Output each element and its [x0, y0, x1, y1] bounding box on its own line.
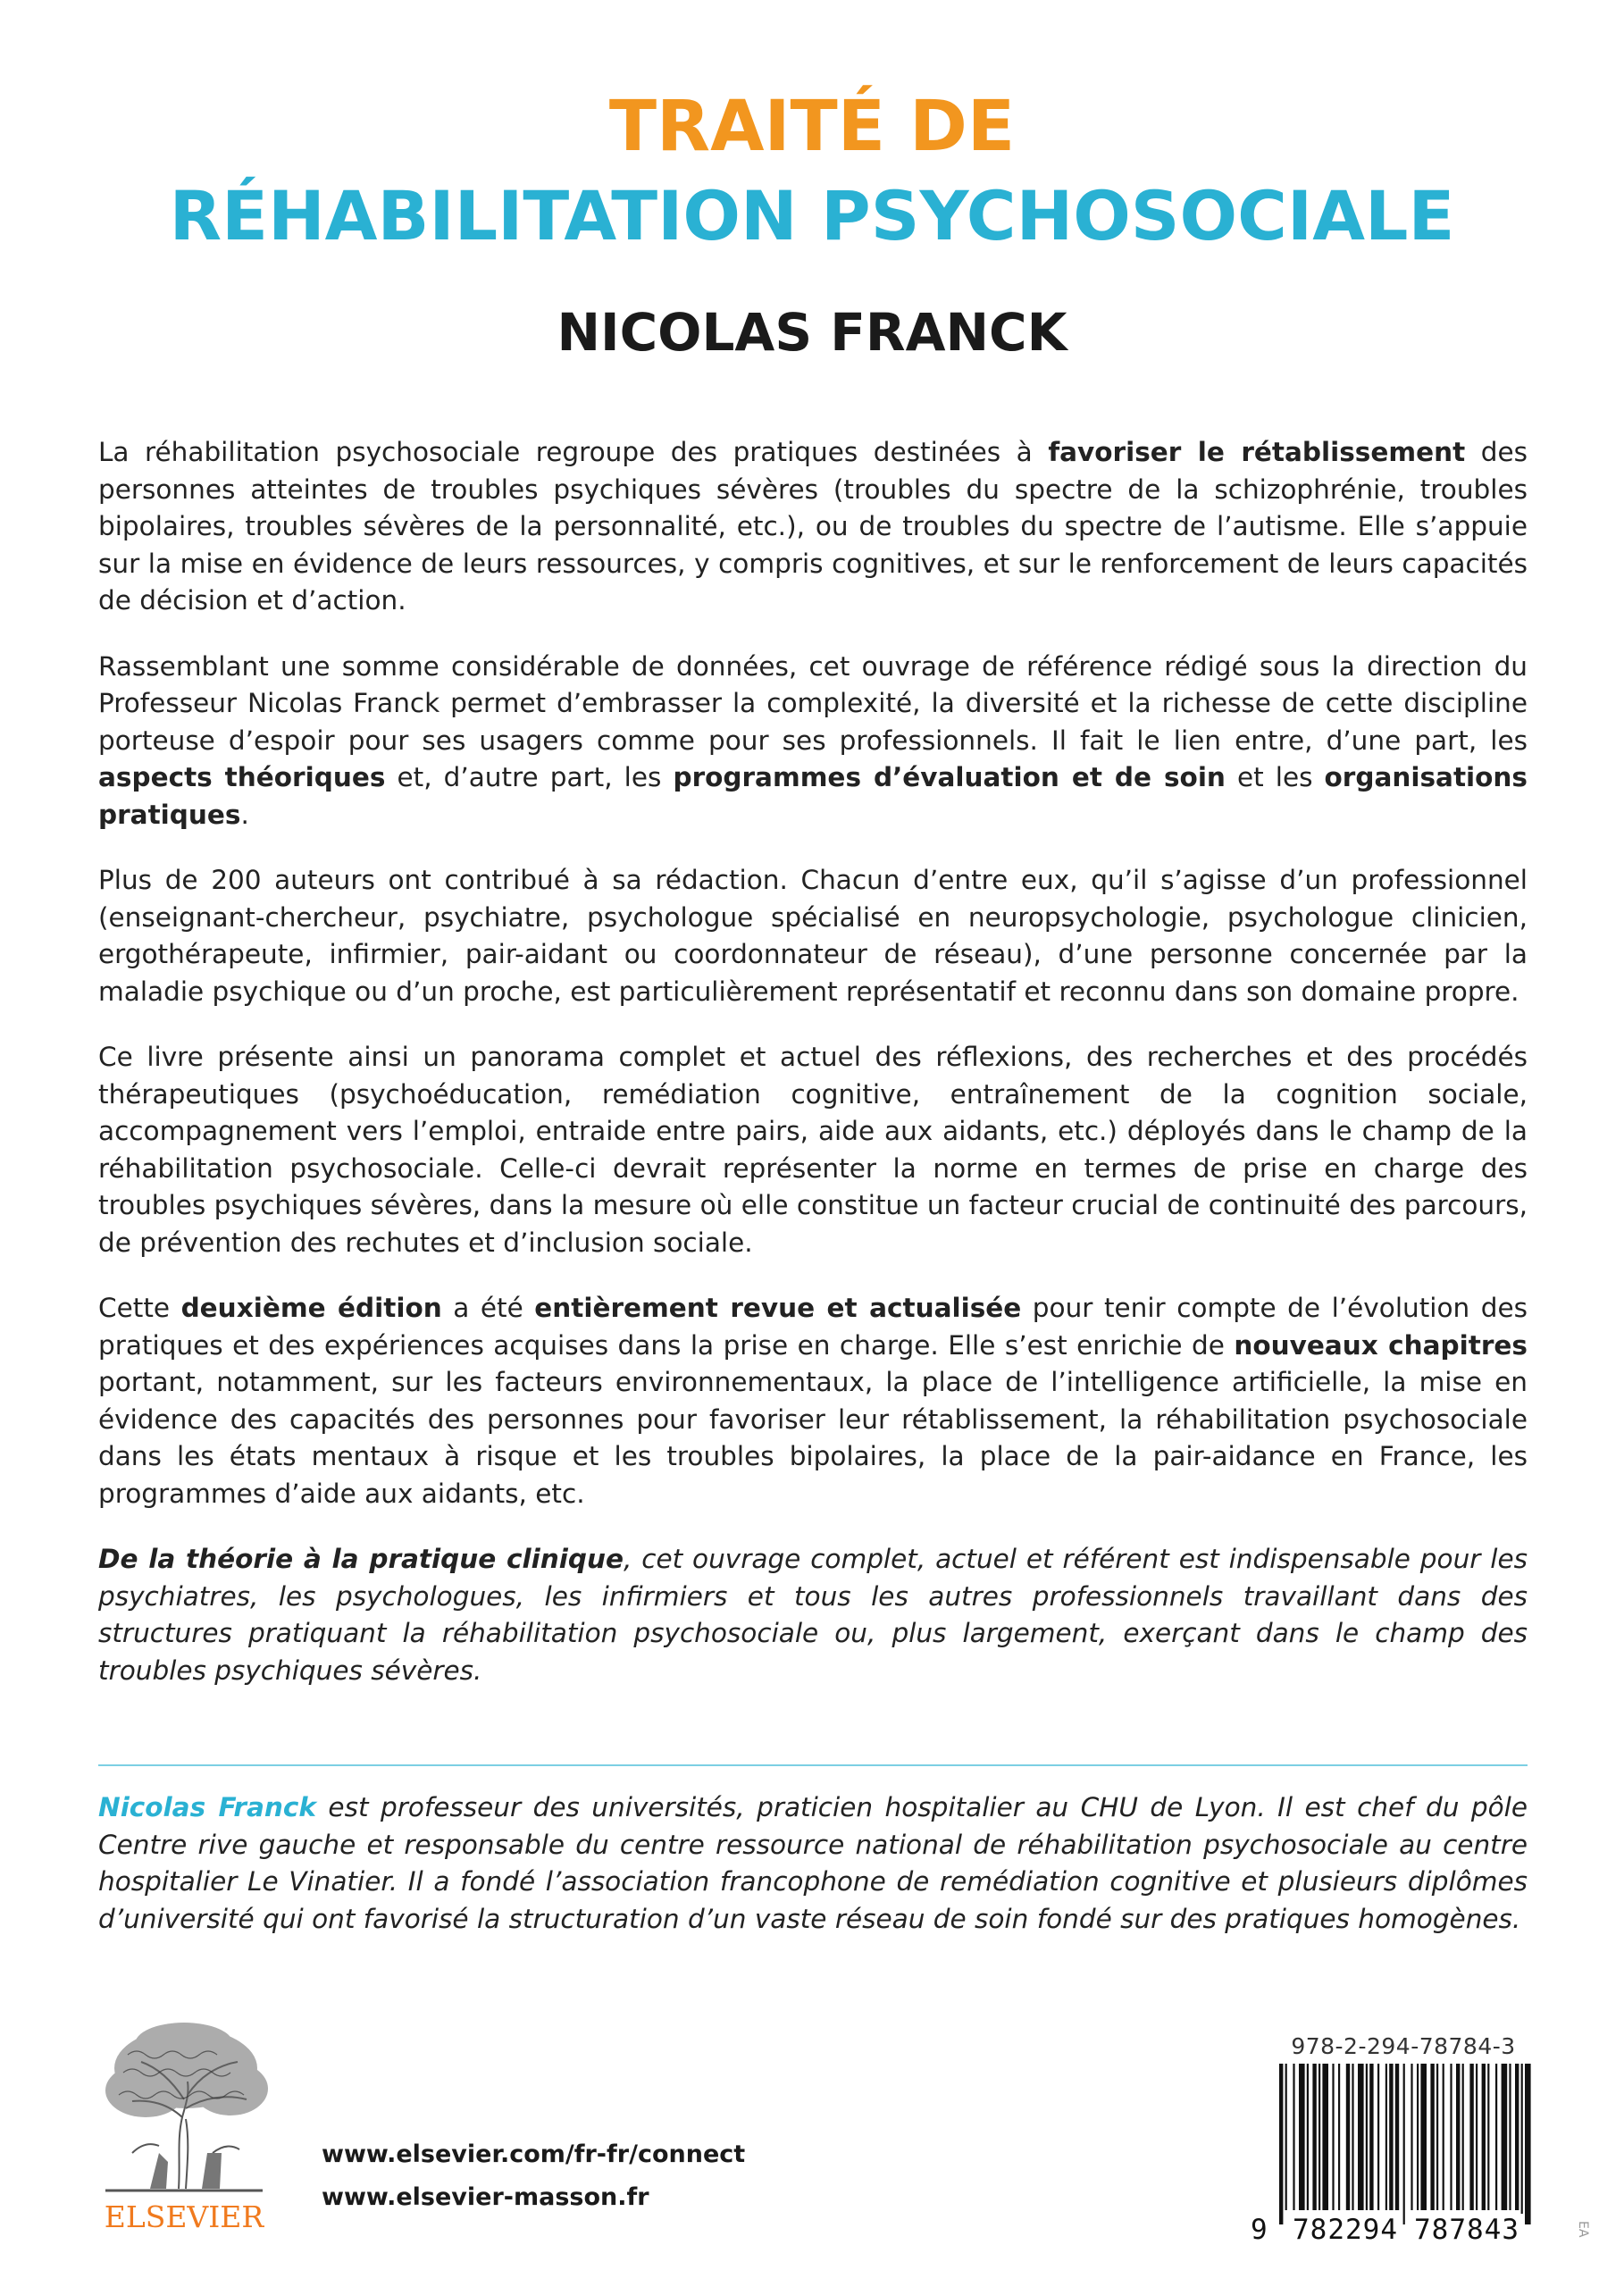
- publisher-urls: [322, 2133, 745, 2219]
- paragraph-3: Plus de 200 auteurs ont contribué à sa rédaction. Chacun d’entre eux, qu’il s’agisse d’un professionnel (enseignant-chercheur, psychiatre, psychologue spécialisé en neuropsychologie, psychologue clinicien, ergothérapeute, infirmier, pair-aidant ou coordonnateur de réseau), d’une personne concernée par la maladie psychique ou d’un proche, est particulièrement représentatif et reconnu dans son domaine propre.: [98, 865, 1528, 1007]
- title-line-2: RÉHABILITATION PSYCHOSOCIALE: [169, 176, 1455, 256]
- paragraph-6: [98, 1541, 1528, 1689]
- p5-bold-1: deuxième édition: [180, 1293, 442, 1323]
- bio-author-name: Nicolas Franck: [98, 1792, 316, 1822]
- p2-text-d: et les: [1225, 762, 1325, 792]
- title-line-1: TRAITÉ DE: [608, 87, 1016, 167]
- paragraph-5: [98, 1290, 1528, 1512]
- barcode-digits-right: 787843: [1410, 2214, 1524, 2246]
- barcode-digits: [1251, 2214, 1536, 2249]
- elsevier-tree-logo-icon: [96, 2019, 272, 2194]
- paragraph-1: [98, 434, 1528, 620]
- p1-bold-1: favoriser le rétablissement: [1048, 437, 1466, 467]
- url-elsevier-masson[interactable]: www.elsevier-masson.fr: [322, 2183, 649, 2211]
- p5-text-c: a été: [441, 1293, 535, 1323]
- p5-bold-2: entièrement revue et actualisée: [534, 1293, 1022, 1323]
- p6-bold-1: De la théorie à la pratique clinique: [98, 1544, 624, 1574]
- author-bio: [98, 1789, 1528, 1938]
- p5-text-e: portant, notamment, sur les facteurs environnementaux, la place de l’intelligence artificielle, la mise en évidence des capacités des personnes pour favoriser leur rétablissement, la réhabilitation psychosociale dans les états mentaux à risque et les troubles bipolaires, la place de la pair-aidance en France, les programmes d’aide aux aidants, etc.: [98, 1367, 1528, 1509]
- divider: [98, 1764, 1528, 1766]
- description: [98, 434, 1528, 1718]
- p6-text-c: , cet ouvrage complet, actuel et référent est indispensable pour les psychiatres, les psychologues, les infirmiers et tous les autres professionnels travaillant dans des structures pratiquant la réhabilitation psychosociale ou, plus largement, exerçant dans le champ des troubles psychiques sévères.: [98, 1544, 1528, 1686]
- isbn-barcode-icon: [1274, 2064, 1533, 2224]
- p2-text-a: Rassemblant une somme considérable de données, cet ouvrage de référence rédigé sous la direction du Professeur Nicolas Franck permet d’embrasser la complexité, la diversité et la richesse de cette discipline porteuse d’espoir pour ses usagers comme pour ses professionnels. Il fait le lien entre, d’une part, les: [98, 650, 1528, 756]
- paragraph-2: [98, 649, 1528, 834]
- elsevier-wordmark: ELSEVIER: [104, 2199, 264, 2234]
- p2-bold-2: programmes d’évaluation et de soin: [673, 762, 1226, 792]
- edge-code: EA: [1576, 2221, 1590, 2238]
- url-connect[interactable]: www.elsevier.com/fr-fr/connect: [322, 2140, 746, 2168]
- bio-text: est professeur des universités, praticien hospitalier au CHU de Lyon. Il est chef du pôle Centre rive gauche et responsable du centre ressource national de réhabilitation psychosociale au centre hospitalier Le Vinatier. Il a fondé l’association francophone de remédiation cognitive et plusieurs diplômes d’université qui ont favorisé la structuration d’un vaste réseau de soin fondé sur des pratiques homogènes.: [98, 1792, 1528, 1934]
- author-name: NICOLAS FRANCK: [557, 302, 1067, 363]
- barcode-digits-left: 782294: [1288, 2214, 1402, 2246]
- isbn-number: 978-2-294-78784-3: [1291, 2033, 1516, 2059]
- p1-text-a: La réhabilitation psychosociale regroupe des pratiques destinées à: [98, 437, 1049, 467]
- p5-text-a: Cette: [98, 1293, 181, 1323]
- p5-text-d: pour tenir compte de l’évolution des pratiques et des expériences acquises dans la prise en charge. Elle s’est enrichie de: [98, 1293, 1528, 1361]
- p2-bold-3: organisations pratiques: [98, 762, 1528, 830]
- p1-text-c: des personnes atteintes de troubles psychiques sévères (troubles du spectre de la schizophrénie, troubles bipolaires, troubles sévères de la personnalité, etc.), ou de troubles du spectre de l’autisme. Elle s’appuie sur la mise en évidence de leurs ressources, y compris cognitives, et sur le renforcement de leurs capacités de décision et d’action.: [98, 437, 1528, 616]
- p2-text-e: .: [240, 799, 249, 830]
- barcode-digit-first: 9: [1251, 2214, 1268, 2246]
- p2-text-c: et, d’autre part, les: [385, 762, 674, 792]
- p2-bold-1: aspects théoriques: [98, 762, 386, 792]
- paragraph-4: Ce livre présente ainsi un panorama complet et actuel des réflexions, des recherches et des procédés thérapeutiques (psychoéducation, remédiation cognitive, entraînement de la cognition sociale, accompagnement vers l’emploi, entraide entre pairs, aide aux aidants, etc.) déployés dans le champ de la réhabilitation psychosociale. Celle-ci devrait représenter la norme en termes de prise en charge des troubles psychiques sévères, dans la mesure où elle constitue un facteur crucial de continuité des parcours, de prévention des rechutes et d’inclusion sociale.: [98, 1042, 1528, 1258]
- p5-bold-3: nouveaux chapitres: [1234, 1329, 1528, 1361]
